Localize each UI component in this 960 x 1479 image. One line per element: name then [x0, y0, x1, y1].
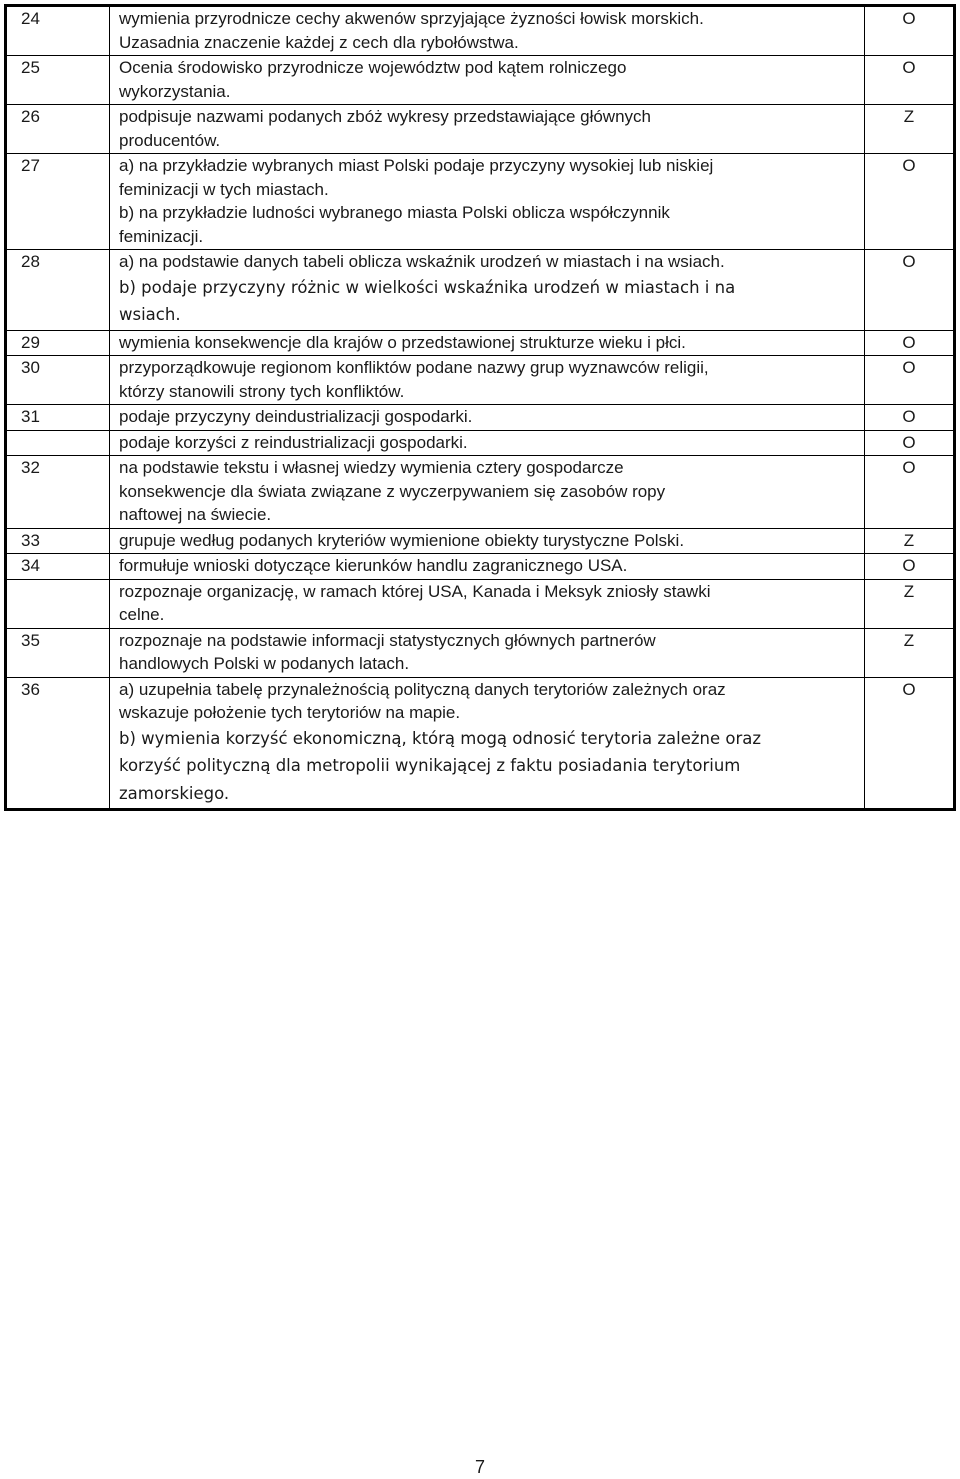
row-number-cell: 28	[6, 250, 110, 331]
requirement-text-line: podaje korzyści z reindustrializacji gospodarki.	[119, 432, 468, 452]
requirement-text-line: korzyść polityczną dla metropolii wynikającej z faktu posiadania terytorium	[119, 756, 741, 775]
row-number-cell: 25	[6, 56, 110, 105]
table-row	[6, 356, 955, 405]
requirement-level-cell: Z	[865, 528, 955, 554]
requirement-text-line: Ocenia środowisko przyrodnicze województw pod kątem rolniczego	[119, 58, 627, 77]
row-number-cell: 36	[6, 677, 110, 810]
requirement-text-cell	[110, 430, 865, 456]
requirement-level-cell: O	[865, 430, 955, 456]
requirement-level-cell: O	[865, 356, 955, 405]
requirement-level-cell: O	[865, 6, 955, 56]
requirement-level-cell: O	[865, 405, 955, 431]
requirement-text-cell	[110, 405, 865, 431]
requirements-table-body	[6, 6, 955, 810]
requirement-text-line: celne.	[119, 605, 165, 624]
requirement-text-line: producentów.	[119, 130, 221, 150]
row-number-cell: 34	[6, 554, 110, 580]
requirement-text-line: którzy stanowili strony tych konfliktów.	[119, 381, 405, 401]
table-row	[6, 528, 955, 554]
requirement-text-cell	[110, 356, 865, 405]
requirement-text-line: konsekwencje dla świata związane z wyczerpywaniem się zasobów ropy	[119, 481, 666, 501]
requirement-text-line: a) uzupełnia tabelę przynależnością polityczną danych terytoriów zależnych oraz	[119, 679, 726, 699]
table-row	[6, 330, 955, 356]
requirement-text-line: handlowych Polski w podanych latach.	[119, 654, 410, 673]
requirement-level-cell: O	[865, 250, 955, 331]
requirement-text-cell	[110, 6, 865, 56]
requirement-text-line: Uzasadnia znaczenie każdej z cech dla rybołówstwa.	[119, 32, 519, 52]
requirement-text-cell	[110, 628, 865, 677]
requirement-text-line: a) na podstawie danych tabeli oblicza wskaźnik urodzeń w miastach i na wsiach.	[119, 252, 725, 271]
table-row	[6, 154, 955, 250]
requirement-level-cell: Z	[865, 579, 955, 628]
requirement-level-cell: Z	[865, 628, 955, 677]
requirement-text-line: feminizacji.	[119, 226, 204, 246]
requirement-text-line: feminizacji w tych miastach.	[119, 179, 329, 199]
requirement-text-line: rozpoznaje na podstawie informacji statystycznych głównych partnerów	[119, 630, 656, 650]
requirement-text-line: formułuje wnioski dotyczące kierunków handlu zagranicznego USA.	[119, 556, 628, 575]
requirement-text-cell	[110, 579, 865, 628]
requirement-text-line: b) na przykładzie ludności wybranego miasta Polski oblicza współczynnik	[119, 203, 670, 222]
requirement-text-cell	[110, 330, 865, 356]
table-row	[6, 6, 955, 56]
requirement-text-line: wymienia przyrodnicze cechy akwenów sprzyjające żyzności łowisk morskich.	[119, 9, 704, 28]
table-row	[6, 456, 955, 529]
requirement-text-line: przyporządkowuje regionom konfliktów podane nazwy grup wyznawców religii,	[119, 358, 709, 377]
row-number-cell	[6, 430, 110, 456]
row-number-cell: 31	[6, 405, 110, 431]
requirement-level-cell: Z	[865, 105, 955, 154]
table-row	[6, 579, 955, 628]
requirement-text-cell	[110, 105, 865, 154]
row-number-cell: 24	[6, 6, 110, 56]
requirement-text-cell	[110, 250, 865, 331]
table-row	[6, 677, 955, 810]
requirement-text-line: wykorzystania.	[119, 81, 231, 101]
requirement-text-line: b) wymienia korzyść ekonomiczną, którą mogą odnosić terytoria zależne oraz	[119, 728, 762, 748]
row-number-cell: 33	[6, 528, 110, 554]
page-number: 7	[474, 1457, 485, 1477]
requirement-text-line: podpisuje nazwami podanych zbóż wykresy przedstawiające głównych	[119, 107, 651, 126]
table-row	[6, 628, 955, 677]
table-row	[6, 56, 955, 105]
requirement-text-line: zamorskiego.	[119, 783, 230, 803]
row-number-cell	[6, 579, 110, 628]
requirement-text-cell	[110, 554, 865, 580]
requirement-level-cell: O	[865, 330, 955, 356]
requirement-text-cell	[110, 56, 865, 105]
row-number-cell: 30	[6, 356, 110, 405]
requirement-text-line: podaje przyczyny deindustrializacji gospodarki.	[119, 407, 473, 426]
requirement-text-line: grupuje według podanych kryteriów wymienione obiekty turystyczne Polski.	[119, 530, 685, 550]
requirement-text-line: wskazuje położenie tych terytoriów na mapie.	[119, 703, 461, 722]
requirement-text-line: a) na przykładzie wybranych miast Polski podaje przyczyny wysokiej lub niskiej	[119, 156, 714, 175]
table-row	[6, 430, 955, 456]
requirement-text-line: wymienia konsekwencje dla krajów o przedstawionej strukturze wieku i płci.	[119, 332, 686, 352]
requirement-text-cell	[110, 677, 865, 810]
row-number-cell: 26	[6, 105, 110, 154]
table-row	[6, 554, 955, 580]
table-row	[6, 405, 955, 431]
requirement-text-cell	[110, 456, 865, 529]
requirement-text-line: naftowej na świecie.	[119, 505, 272, 524]
table-row	[6, 250, 955, 331]
table-row	[6, 105, 955, 154]
requirement-text-line: wsiach.	[119, 305, 181, 324]
requirement-level-cell: O	[865, 554, 955, 580]
row-number-cell: 32	[6, 456, 110, 529]
requirement-text-line: na podstawie tekstu i własnej wiedzy wymienia cztery gospodarcze	[119, 458, 624, 477]
requirement-text-cell	[110, 154, 865, 250]
row-number-cell: 27	[6, 154, 110, 250]
row-number-cell: 35	[6, 628, 110, 677]
requirement-text-line: rozpoznaje organizację, w ramach której USA, Kanada i Meksyk zniosły stawki	[119, 581, 711, 601]
requirement-level-cell: O	[865, 677, 955, 810]
row-number-cell: 29	[6, 330, 110, 356]
requirement-text-line: b) podaje przyczyny różnic w wielkości wskaźnika urodzeń w miastach i na	[119, 277, 736, 297]
requirement-level-cell: O	[865, 154, 955, 250]
requirement-level-cell: O	[865, 456, 955, 529]
requirements-table	[4, 4, 956, 811]
requirement-text-cell	[110, 528, 865, 554]
requirement-level-cell: O	[865, 56, 955, 105]
